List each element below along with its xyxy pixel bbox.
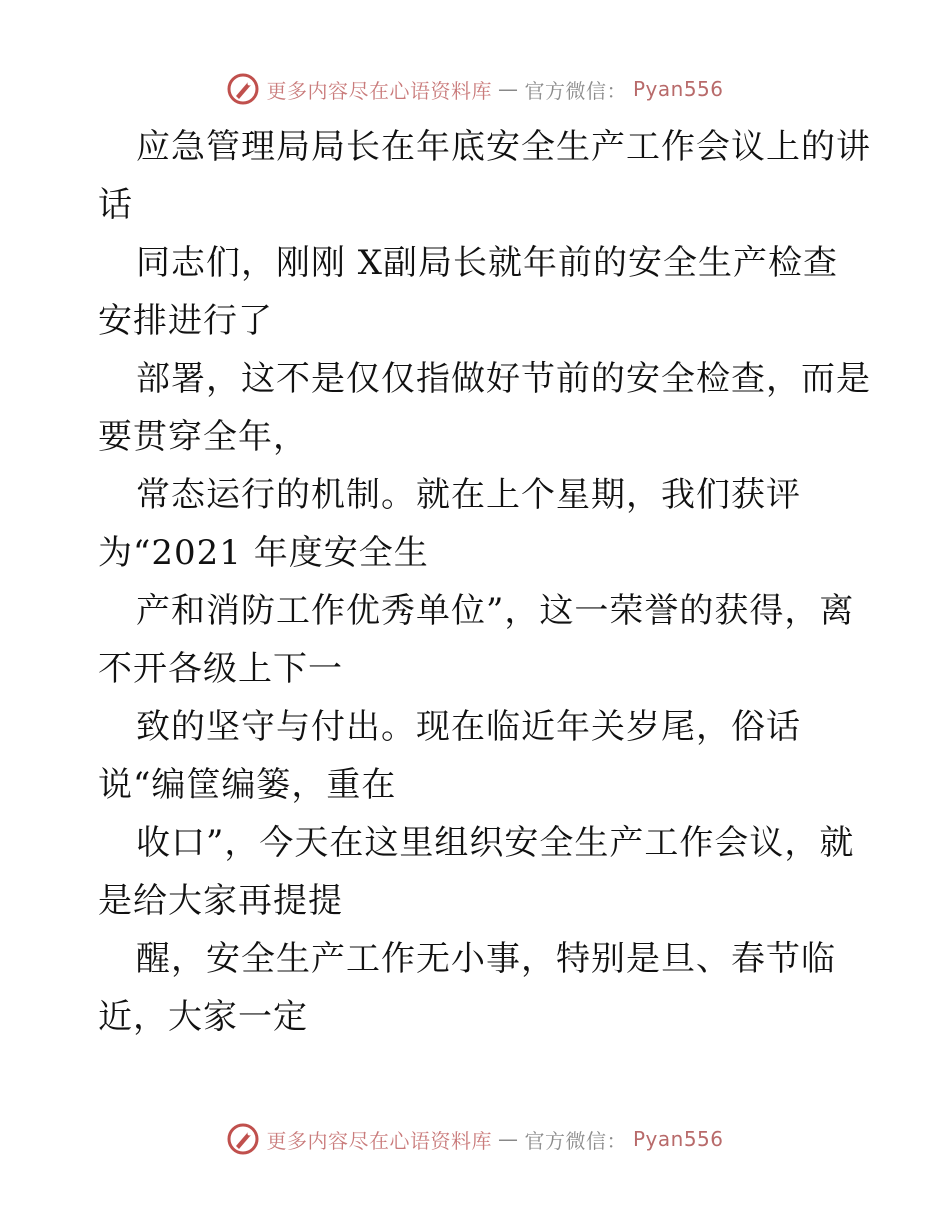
watermark-wechat-id: Pyan556 [632, 77, 724, 101]
doc-line: 收口”，今天在这里组织安全生产工作会议，就 [136, 823, 855, 863]
doc-title-line-cont: 话 [98, 185, 133, 225]
watermark-text: 更多内容尽在心语资料库 [266, 78, 492, 103]
watermark-official-label: 官方微信： [524, 1128, 627, 1153]
doc-line: 是给大家再提提 [98, 881, 343, 921]
pen-nib-circle-icon [226, 72, 260, 106]
doc-line: 不开各级上下一 [98, 649, 343, 689]
watermark-text: 更多内容尽在心语资料库 [266, 1128, 492, 1153]
pen-nib-circle-icon [226, 1122, 260, 1156]
doc-line: 为“2021 年度安全生 [98, 533, 429, 573]
footer-watermark [0, 1122, 950, 1156]
doc-line: 部署，这不是仅仅指做好节前的安全检查，而是 [136, 359, 871, 399]
doc-line: 要贯穿全年， [98, 417, 308, 457]
watermark-wechat-id: Pyan556 [632, 1127, 724, 1151]
doc-line: 说“编筐编篓，重在 [98, 765, 397, 805]
watermark-separator: — [497, 1127, 519, 1151]
doc-line: 近，大家一定 [98, 997, 308, 1037]
watermark-separator: — [497, 77, 519, 101]
doc-line: 产和消防工作优秀单位”，这一荣誉的获得，离 [136, 591, 855, 631]
doc-line: 醒，安全生产工作无小事，特别是旦、春节临 [136, 939, 836, 979]
header-watermark [0, 72, 950, 106]
watermark-official-label: 官方微信： [524, 78, 627, 103]
doc-title-line: 应急管理局局长在年底安全生产工作会议上的讲 [136, 127, 871, 167]
doc-line: 致的坚守与付出。现在临近年关岁尾，俗话 [136, 707, 801, 747]
doc-line: 常态运行的机制。就在上个星期，我们获评 [136, 475, 801, 515]
document-body [98, 118, 871, 1046]
doc-line: 同志们，刚刚 X副局长就年前的安全生产检查 [136, 243, 839, 283]
doc-line: 安排进行了 [98, 301, 273, 341]
